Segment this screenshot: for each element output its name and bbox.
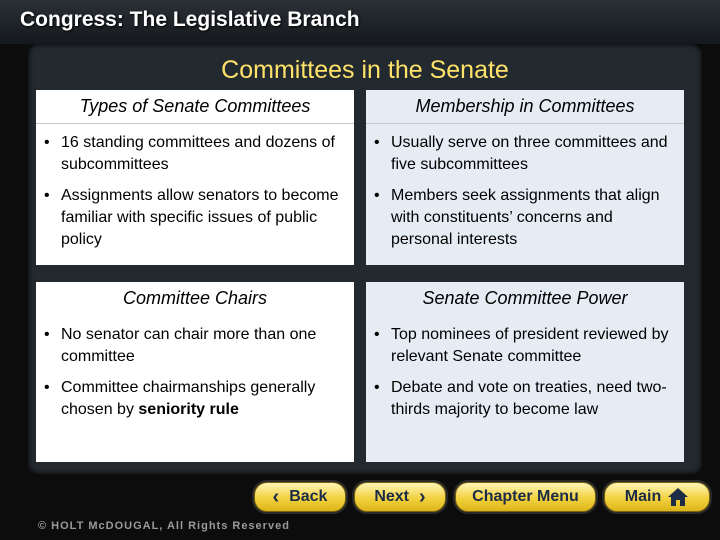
bullet-item: • Assignments allow senators to become familiar with specific issues of public policy <box>44 185 346 251</box>
bullet-list <box>36 316 354 421</box>
bullet-item: • 16 standing committees and dozens of subcommittees <box>44 132 346 176</box>
panel-types-of-committees <box>36 90 354 265</box>
bullet-item: • Members seek assignments that align with constituents’ concerns and personal interests <box>374 185 676 251</box>
main-button[interactable] <box>604 482 710 512</box>
panel-heading: Membership in Committees <box>366 96 684 124</box>
bullet-list <box>366 316 684 421</box>
panel-committee-chairs <box>36 282 354 462</box>
bullet-item: • Debate and vote on treaties, need two-thirds majority to become law <box>374 377 676 421</box>
main-button-label: Main <box>624 488 662 505</box>
bullet-text: Committee chairmanships generally chosen by <box>61 379 316 418</box>
bullet-list <box>366 124 684 251</box>
panel-heading: Senate Committee Power <box>422 288 628 308</box>
chevron-right-icon: › <box>419 486 426 508</box>
chapter-menu-button[interactable] <box>455 482 596 512</box>
panel-heading: Committee Chairs <box>122 288 268 308</box>
back-button-label: Back <box>289 488 328 505</box>
bullet-item: • No senator can chair more than one committee <box>44 324 346 368</box>
next-button-label: Next <box>374 488 409 505</box>
bullet-item <box>44 377 346 421</box>
next-button[interactable] <box>354 482 446 512</box>
chapter-menu-button-label: Chapter Menu <box>472 488 579 505</box>
bullet-list <box>36 124 354 251</box>
copyright-footer: © HOLT McDOUGAL, All Rights Reserved <box>38 520 290 532</box>
panel-senate-committee-power <box>366 282 684 462</box>
bullet-bold-term: seniority rule <box>138 401 239 418</box>
section-title: Committees in the Senate <box>221 56 509 84</box>
panel-heading: Types of Senate Committees <box>36 96 354 124</box>
back-button[interactable] <box>254 482 346 512</box>
chevron-left-icon: ‹ <box>272 486 280 508</box>
bullet-item: • Top nominees of president reviewed by relevant Senate committee <box>374 324 676 368</box>
page-title: Congress: The Legislative Branch <box>20 8 360 31</box>
home-icon <box>667 487 689 507</box>
panel-membership <box>366 90 684 265</box>
bullet-item: • Usually serve on three committees and five subcommittees <box>374 132 676 176</box>
